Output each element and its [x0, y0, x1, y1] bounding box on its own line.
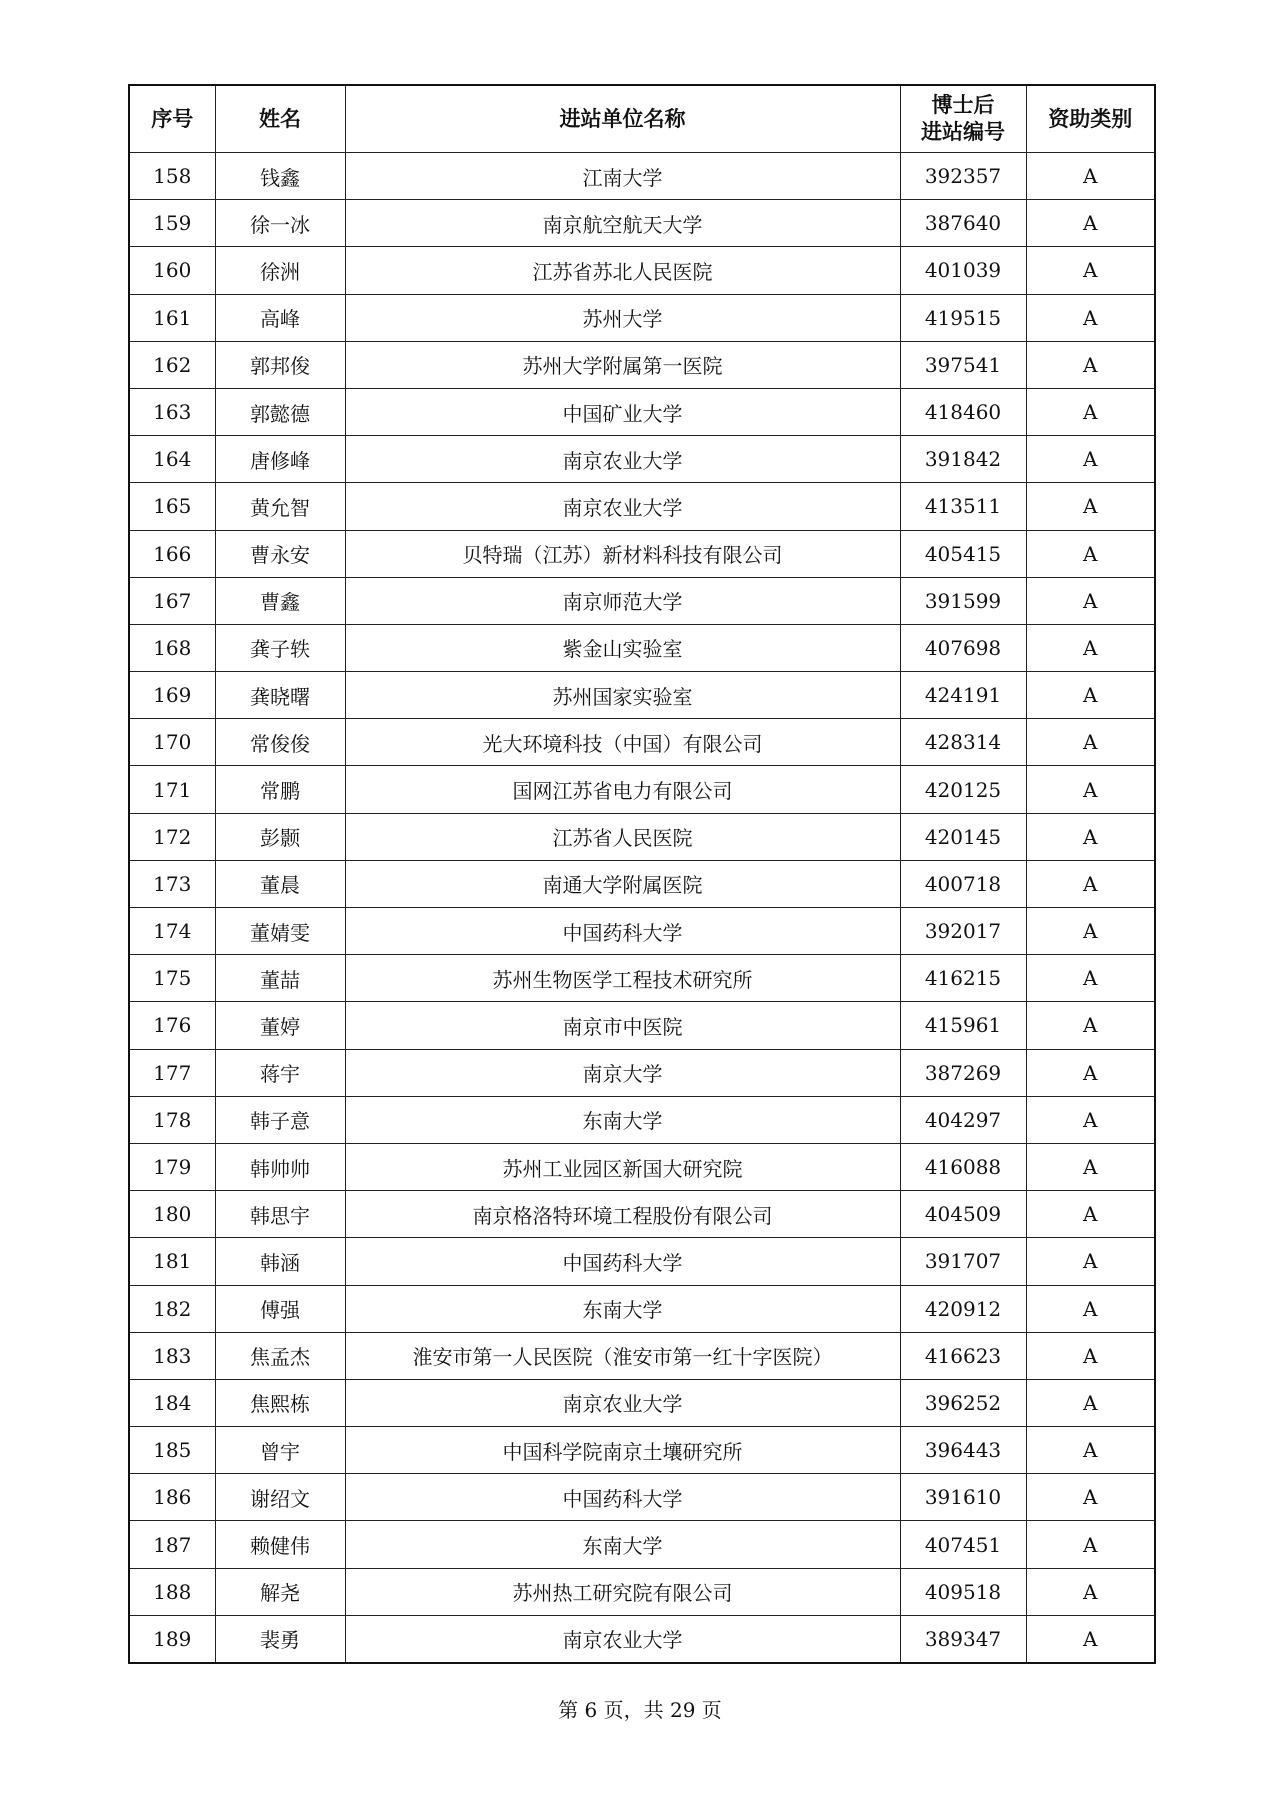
- row-unit: 江南大学: [345, 153, 900, 200]
- table-row: [129, 1191, 1155, 1238]
- row-unit: 东南大学: [345, 1521, 900, 1568]
- row-name: 韩涵: [215, 1238, 345, 1285]
- row-seq: 177: [129, 1049, 215, 1096]
- row-unit: 中国科学院南京土壤研究所: [345, 1427, 900, 1474]
- row-seq: 176: [129, 1002, 215, 1049]
- row-unit: 东南大学: [345, 1285, 900, 1332]
- row-unit: 南京大学: [345, 1049, 900, 1096]
- row-name: 彭颢: [215, 813, 345, 860]
- row-category: A: [1026, 577, 1155, 624]
- row-unit: 南京航空航天大学: [345, 200, 900, 247]
- row-code: 407698: [900, 624, 1026, 671]
- table-row: [129, 483, 1155, 530]
- row-unit: 中国药科大学: [345, 1238, 900, 1285]
- table-row: [129, 1474, 1155, 1521]
- row-unit: 苏州工业园区新国大研究院: [345, 1143, 900, 1190]
- row-category: A: [1026, 1143, 1155, 1190]
- row-code: 391842: [900, 436, 1026, 483]
- row-unit: 中国药科大学: [345, 908, 900, 955]
- table-row: [129, 672, 1155, 719]
- row-seq: 175: [129, 955, 215, 1002]
- table-row: [129, 388, 1155, 435]
- row-seq: 164: [129, 436, 215, 483]
- row-code: 428314: [900, 719, 1026, 766]
- row-unit: 南京师范大学: [345, 577, 900, 624]
- row-seq: 179: [129, 1143, 215, 1190]
- row-unit: 东南大学: [345, 1096, 900, 1143]
- row-name: 韩思宇: [215, 1191, 345, 1238]
- row-code: 397541: [900, 341, 1026, 388]
- row-category: A: [1026, 624, 1155, 671]
- row-code: 391610: [900, 1474, 1026, 1521]
- row-seq: 165: [129, 483, 215, 530]
- table-row: [129, 1096, 1155, 1143]
- table-row: [129, 1285, 1155, 1332]
- row-category: A: [1026, 1615, 1155, 1663]
- row-name: 焦孟杰: [215, 1332, 345, 1379]
- row-code: 416623: [900, 1332, 1026, 1379]
- row-code: 409518: [900, 1568, 1026, 1615]
- table-row: [129, 247, 1155, 294]
- row-category: A: [1026, 247, 1155, 294]
- row-category: A: [1026, 1379, 1155, 1426]
- row-seq: 160: [129, 247, 215, 294]
- table-row: [129, 436, 1155, 483]
- row-code: 416088: [900, 1143, 1026, 1190]
- row-unit: 南京格洛特环境工程股份有限公司: [345, 1191, 900, 1238]
- row-category: A: [1026, 1568, 1155, 1615]
- row-name: 常俊俊: [215, 719, 345, 766]
- row-seq: 181: [129, 1238, 215, 1285]
- row-name: 曾宇: [215, 1427, 345, 1474]
- row-category: A: [1026, 388, 1155, 435]
- header-code-line2: 进站编号: [921, 120, 1005, 144]
- table-row: [129, 1238, 1155, 1285]
- row-name: 曹鑫: [215, 577, 345, 624]
- row-category: A: [1026, 813, 1155, 860]
- table-row: [129, 577, 1155, 624]
- header-code: [900, 85, 1026, 153]
- row-code: 396252: [900, 1379, 1026, 1426]
- row-category: A: [1026, 860, 1155, 907]
- row-name: 傅强: [215, 1285, 345, 1332]
- row-name: 董婧雯: [215, 908, 345, 955]
- table-row: [129, 200, 1155, 247]
- table-row: [129, 1568, 1155, 1615]
- row-unit: 南京农业大学: [345, 1379, 900, 1426]
- row-category: A: [1026, 672, 1155, 719]
- row-seq: 188: [129, 1568, 215, 1615]
- row-seq: 173: [129, 860, 215, 907]
- header-category: 资助类别: [1026, 85, 1155, 153]
- row-category: A: [1026, 719, 1155, 766]
- table-row: [129, 530, 1155, 577]
- row-code: 391599: [900, 577, 1026, 624]
- row-unit: 南京农业大学: [345, 436, 900, 483]
- table-row: [129, 624, 1155, 671]
- row-category: A: [1026, 1332, 1155, 1379]
- row-category: A: [1026, 1521, 1155, 1568]
- row-code: 424191: [900, 672, 1026, 719]
- row-name: 高峰: [215, 294, 345, 341]
- row-code: 391707: [900, 1238, 1026, 1285]
- row-code: 413511: [900, 483, 1026, 530]
- table-header-row: [129, 85, 1155, 153]
- row-code: 420125: [900, 766, 1026, 813]
- row-category: A: [1026, 1191, 1155, 1238]
- page-number-footer: 第 6 页，共 29 页: [558, 1698, 722, 1722]
- table-row: [129, 955, 1155, 1002]
- row-category: A: [1026, 1285, 1155, 1332]
- table-row: [129, 1332, 1155, 1379]
- row-name: 黄允智: [215, 483, 345, 530]
- row-seq: 189: [129, 1615, 215, 1663]
- row-seq: 184: [129, 1379, 215, 1426]
- row-code: 387269: [900, 1049, 1026, 1096]
- row-category: A: [1026, 153, 1155, 200]
- row-code: 392357: [900, 153, 1026, 200]
- row-category: A: [1026, 1474, 1155, 1521]
- table-row: [129, 1143, 1155, 1190]
- row-code: 396443: [900, 1427, 1026, 1474]
- table-row: [129, 1002, 1155, 1049]
- table-row: [129, 813, 1155, 860]
- header-seq: 序号: [129, 85, 215, 153]
- row-name: 唐修峰: [215, 436, 345, 483]
- row-category: A: [1026, 1049, 1155, 1096]
- row-seq: 183: [129, 1332, 215, 1379]
- row-unit: 江苏省苏北人民医院: [345, 247, 900, 294]
- row-unit: 南京农业大学: [345, 1615, 900, 1663]
- row-category: A: [1026, 766, 1155, 813]
- row-name: 董晨: [215, 860, 345, 907]
- row-unit: 南通大学附属医院: [345, 860, 900, 907]
- row-seq: 171: [129, 766, 215, 813]
- row-name: 郭邦俊: [215, 341, 345, 388]
- row-name: 焦熙栋: [215, 1379, 345, 1426]
- table-body: [129, 153, 1155, 1664]
- postdoc-funding-table: [128, 84, 1156, 1664]
- row-name: 韩子意: [215, 1096, 345, 1143]
- row-seq: 158: [129, 153, 215, 200]
- row-code: 405415: [900, 530, 1026, 577]
- row-category: A: [1026, 1238, 1155, 1285]
- row-seq: 163: [129, 388, 215, 435]
- row-name: 韩帅帅: [215, 1143, 345, 1190]
- row-seq: 187: [129, 1521, 215, 1568]
- row-code: 387640: [900, 200, 1026, 247]
- table-row: [129, 1049, 1155, 1096]
- row-seq: 161: [129, 294, 215, 341]
- row-unit: 南京市中医院: [345, 1002, 900, 1049]
- row-code: 420145: [900, 813, 1026, 860]
- row-unit: 中国矿业大学: [345, 388, 900, 435]
- row-name: 曹永安: [215, 530, 345, 577]
- row-unit: 江苏省人民医院: [345, 813, 900, 860]
- row-seq: 172: [129, 813, 215, 860]
- table-row: [129, 719, 1155, 766]
- row-seq: 162: [129, 341, 215, 388]
- row-seq: 174: [129, 908, 215, 955]
- row-code: 415961: [900, 1002, 1026, 1049]
- row-name: 钱鑫: [215, 153, 345, 200]
- row-category: A: [1026, 908, 1155, 955]
- row-unit: 苏州大学: [345, 294, 900, 341]
- table-row: [129, 908, 1155, 955]
- row-seq: 178: [129, 1096, 215, 1143]
- row-category: A: [1026, 530, 1155, 577]
- row-name: 董喆: [215, 955, 345, 1002]
- table-row: [129, 294, 1155, 341]
- table-row: [129, 1379, 1155, 1426]
- row-code: 419515: [900, 294, 1026, 341]
- row-code: 404297: [900, 1096, 1026, 1143]
- table-row: [129, 1427, 1155, 1474]
- row-seq: 185: [129, 1427, 215, 1474]
- row-name: 徐洲: [215, 247, 345, 294]
- row-unit: 紫金山实验室: [345, 624, 900, 671]
- row-code: 416215: [900, 955, 1026, 1002]
- table-row: [129, 153, 1155, 200]
- row-unit: 苏州国家实验室: [345, 672, 900, 719]
- row-name: 徐一冰: [215, 200, 345, 247]
- table-row: [129, 341, 1155, 388]
- row-name: 董婷: [215, 1002, 345, 1049]
- row-unit: 国网江苏省电力有限公司: [345, 766, 900, 813]
- row-category: A: [1026, 341, 1155, 388]
- row-seq: 167: [129, 577, 215, 624]
- table-row: [129, 1615, 1155, 1663]
- row-unit: 苏州大学附属第一医院: [345, 341, 900, 388]
- row-name: 龚晓曙: [215, 672, 345, 719]
- table-row: [129, 1521, 1155, 1568]
- header-name: 姓名: [215, 85, 345, 153]
- row-unit: 贝特瑞（江苏）新材料科技有限公司: [345, 530, 900, 577]
- table-row: [129, 860, 1155, 907]
- row-unit: 南京农业大学: [345, 483, 900, 530]
- row-name: 郭懿德: [215, 388, 345, 435]
- row-name: 谢绍文: [215, 1474, 345, 1521]
- row-name: 蒋宇: [215, 1049, 345, 1096]
- table-row: [129, 766, 1155, 813]
- row-category: A: [1026, 200, 1155, 247]
- row-category: A: [1026, 955, 1155, 1002]
- row-unit: 苏州热工研究院有限公司: [345, 1568, 900, 1615]
- row-seq: 166: [129, 530, 215, 577]
- row-category: A: [1026, 483, 1155, 530]
- row-seq: 168: [129, 624, 215, 671]
- row-code: 389347: [900, 1615, 1026, 1663]
- row-seq: 186: [129, 1474, 215, 1521]
- row-seq: 182: [129, 1285, 215, 1332]
- row-seq: 169: [129, 672, 215, 719]
- row-category: A: [1026, 1427, 1155, 1474]
- row-code: 392017: [900, 908, 1026, 955]
- row-unit: 淮安市第一人民医院（淮安市第一红十字医院）: [345, 1332, 900, 1379]
- row-code: 407451: [900, 1521, 1026, 1568]
- row-name: 裴勇: [215, 1615, 345, 1663]
- row-seq: 159: [129, 200, 215, 247]
- row-unit: 苏州生物医学工程技术研究所: [345, 955, 900, 1002]
- row-unit: 光大环境科技（中国）有限公司: [345, 719, 900, 766]
- row-unit: 中国药科大学: [345, 1474, 900, 1521]
- row-seq: 180: [129, 1191, 215, 1238]
- row-seq: 170: [129, 719, 215, 766]
- row-category: A: [1026, 294, 1155, 341]
- row-name: 龚子轶: [215, 624, 345, 671]
- row-name: 解尧: [215, 1568, 345, 1615]
- header-unit: 进站单位名称: [345, 85, 900, 153]
- row-code: 400718: [900, 860, 1026, 907]
- row-code: 404509: [900, 1191, 1026, 1238]
- row-code: 418460: [900, 388, 1026, 435]
- row-code: 420912: [900, 1285, 1026, 1332]
- row-category: A: [1026, 436, 1155, 483]
- row-category: A: [1026, 1002, 1155, 1049]
- row-name: 赖健伟: [215, 1521, 345, 1568]
- row-name: 常鹏: [215, 766, 345, 813]
- row-code: 401039: [900, 247, 1026, 294]
- header-code-line1: 博士后: [931, 93, 995, 117]
- row-category: A: [1026, 1096, 1155, 1143]
